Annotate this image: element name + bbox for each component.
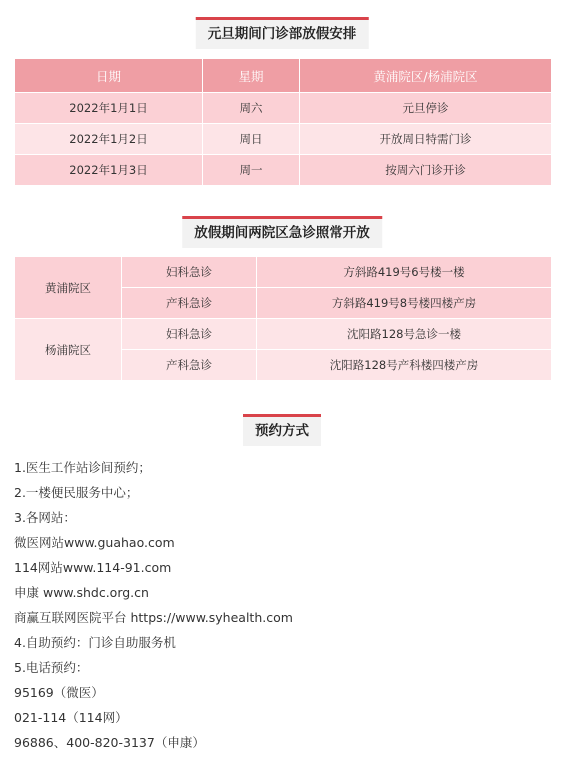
date-cell: 2022年1月3日 (15, 155, 203, 186)
table-row (15, 319, 552, 350)
list-item: 申康 www.shdc.org.cn (14, 585, 149, 600)
emergency-table (14, 256, 552, 381)
weekday-cell: 周六 (203, 93, 300, 124)
list-item: 95169（微医） (14, 685, 104, 700)
list-item: 商赢互联网医院平台 https://www.syhealth.com (14, 610, 293, 625)
arrangement-cell: 按周六门诊开诊 (300, 155, 552, 186)
arrangement-cell: 开放周日特需门诊 (300, 124, 552, 155)
department-cell: 妇科急诊 (122, 319, 257, 350)
list-item: 2.一楼便民服务中心； (14, 485, 139, 500)
location-cell: 沈阳路128号急诊一楼 (257, 319, 552, 350)
arrangement-cell: 元旦停诊 (300, 93, 552, 124)
campus-name-cell: 黄浦院区 (15, 257, 122, 319)
list-item: 微医网站www.guahao.com (14, 535, 175, 550)
holiday-schedule-title: 元旦期间门诊部放假安排 (196, 17, 369, 49)
date-cell: 2022年1月1日 (15, 93, 203, 124)
column-header-date: 日期 (15, 59, 203, 93)
date-cell: 2022年1月2日 (15, 124, 203, 155)
table-row (15, 257, 552, 288)
location-cell: 方斜路419号8号楼四楼产房 (257, 288, 552, 319)
column-header-weekday: 星期 (203, 59, 300, 93)
weekday-cell: 周一 (203, 155, 300, 186)
appointment-title: 预约方式 (243, 414, 321, 446)
location-cell: 方斜路419号6号楼一楼 (257, 257, 552, 288)
weekday-cell: 周日 (203, 124, 300, 155)
list-item: 5.电话预约： (14, 660, 89, 675)
department-cell: 妇科急诊 (122, 257, 257, 288)
list-item: 3.各网站： (14, 510, 76, 525)
department-cell: 产科急诊 (122, 350, 257, 381)
table-header-row (15, 59, 552, 93)
campus-name-cell: 杨浦院区 (15, 319, 122, 381)
department-cell: 产科急诊 (122, 288, 257, 319)
list-item: 021-114（114网） (14, 710, 128, 725)
table-row (15, 155, 552, 186)
holiday-schedule-table (14, 58, 552, 186)
location-cell: 沈阳路128号产科楼四楼产房 (257, 350, 552, 381)
list-item: 96886、400-820-3137（申康） (14, 735, 205, 750)
list-item: 1.医生工作站诊间预约； (14, 460, 151, 475)
table-row (15, 93, 552, 124)
emergency-title: 放假期间两院区急诊照常开放 (182, 216, 382, 248)
appointment-list (14, 455, 293, 755)
list-item: 4.自助预约：门诊自助服务机 (14, 635, 176, 650)
list-item: 114网站www.114-91.com (14, 560, 172, 575)
table-row (15, 124, 552, 155)
column-header-campus: 黄浦院区/杨浦院区 (300, 59, 552, 93)
